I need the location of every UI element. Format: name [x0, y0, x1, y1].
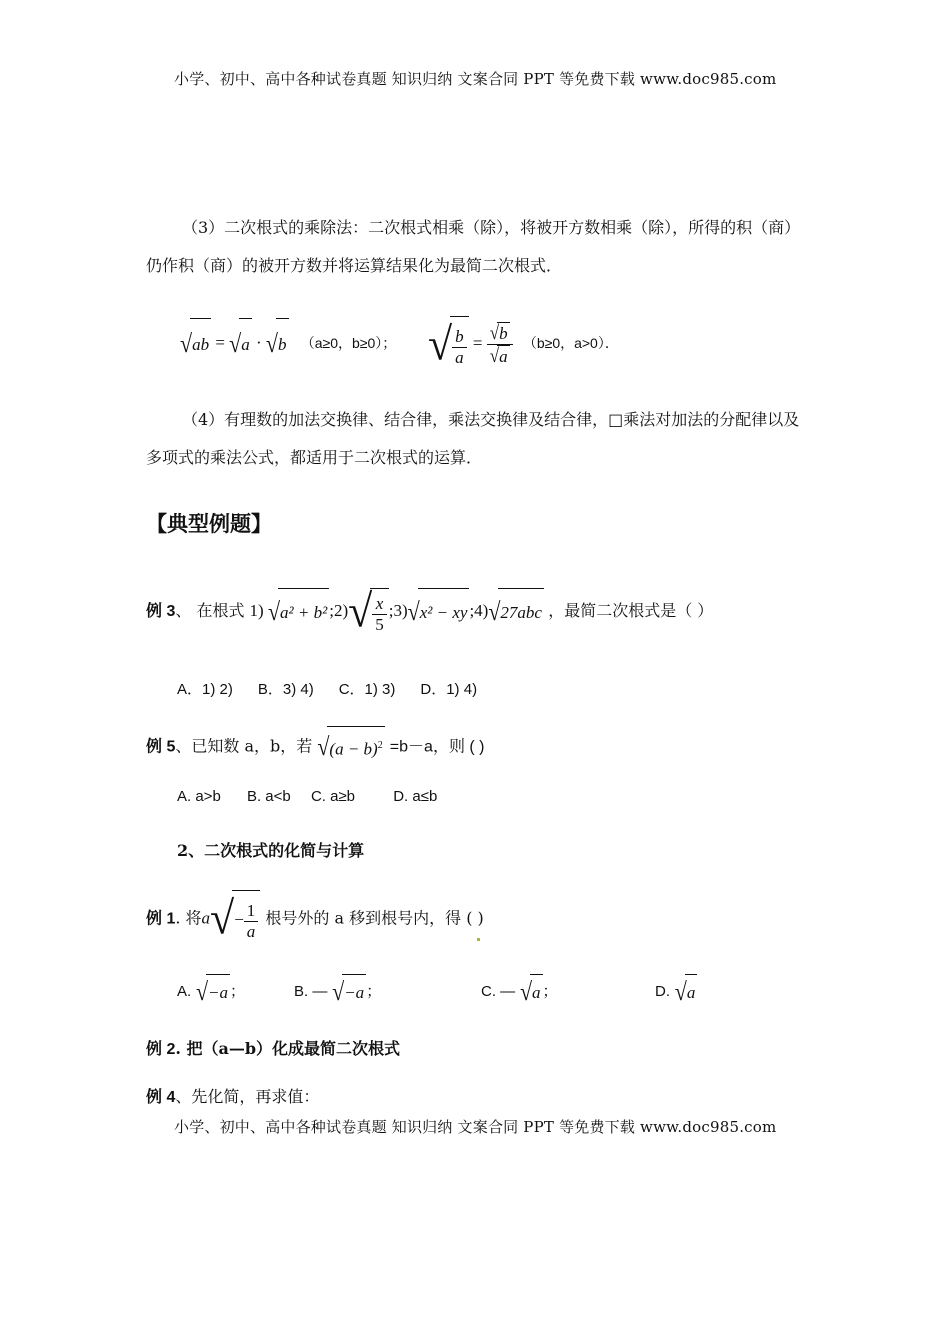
option-b-label: B. —: [294, 983, 328, 1001]
example-1: [146, 890, 484, 946]
radical-neg-1-over-a: √− $\frac{1}{a}$: [210, 890, 260, 948]
example-2-label: 例 2: [146, 1041, 176, 1058]
option-b-item: B. — √−a ；: [294, 974, 381, 1008]
example-3: 例 3、 在根式 1) √a² + b² ;2)√ $\frac{x}{5}$ ;3)√x² − xy ;4)√27abc ，最简二次根式是（ ）: [146, 585, 714, 638]
example-5-label: 例 5: [146, 738, 176, 756]
example-4-text: 、先化简，再求值：: [175, 1087, 320, 1106]
example-1-question: 根号外的 a 移到根号内，得 ( ): [265, 908, 484, 928]
option-d: D. a≤b: [393, 788, 438, 805]
option-d-item: [655, 974, 697, 1008]
option-d-label: D.: [655, 983, 670, 1001]
example-1-options: A. √−a ；: [177, 974, 245, 1008]
option-d-radical: √a: [675, 974, 698, 1010]
example-3-label: 例 3: [146, 603, 176, 620]
coefficient-a: a: [201, 908, 211, 928]
example-5: [146, 726, 485, 762]
radical-4: √27abc: [488, 588, 544, 636]
example-5-prefix: 、已知数 a，b，若: [175, 736, 313, 756]
example-2-text: . 把（a—b）化成最简二次根式: [175, 1039, 401, 1058]
example-4-label: 例 4: [146, 1089, 176, 1106]
quotient-formula: [428, 316, 619, 370]
sqrt-a: √a: [229, 318, 252, 370]
sqrt-b: √b: [266, 318, 289, 370]
radical-2: √ $\frac{x}{5}$: [348, 588, 389, 636]
rule-multiplication-division: （3）二次根式的乘除法：二次根式相乘（除），将被开方数相乘（除），所得的积（商）仍作积（商）的被开方数并将运算结果化为最简二次根式．: [146, 218, 801, 275]
option-a: A. a>b: [177, 788, 221, 805]
sqrt-fraction: $\frac{√b}{√a}$: [487, 322, 513, 367]
stray-dot: [477, 938, 480, 941]
example-1-prefix: . 将: [175, 908, 202, 928]
radical-1: √a² + b²: [268, 588, 329, 636]
option-a-label: A.: [177, 983, 192, 1001]
condition-product: （a≥0，b≥0）；: [300, 335, 397, 351]
sqrt-ab: √ab: [180, 318, 211, 370]
example-5-options: [177, 788, 437, 805]
option-c: C. a≥b: [310, 788, 356, 805]
example-5-question: =b－a，则 ( ): [389, 738, 485, 756]
dot-operator: ·: [256, 333, 262, 352]
example-4: [146, 1084, 319, 1107]
subsection-title: 2、二次根式的化简与计算: [177, 841, 365, 860]
equals-sign: =: [215, 333, 225, 352]
example-3-prefix: 、 在根式: [175, 601, 245, 620]
rule-laws: （4）有理数的加法交换律、结合律，乘法交换律及结合律，□乘法对加法的分配律以及多项式的乘法公式，都适用于二次根式的运算．: [146, 410, 800, 467]
equals-sign-2: =: [472, 333, 483, 353]
example-3-options: A．1) 2) B．3) 4) C．1) 3) D．1) 4): [177, 681, 478, 698]
section-heading: 【典型例题】: [146, 511, 272, 536]
radical-3: √x² − xy: [408, 588, 470, 636]
sqrt-b-over-a: √ $\frac{b}{a}$: [428, 316, 469, 373]
radical-a-minus-b-squared: $√(a - b)^2$: [317, 726, 384, 768]
page-footer: 小学、初中、高中各种试卷真题 知识归纳 文案合同 PPT 等免费下载 www.doc985.com: [174, 1118, 777, 1136]
option-c-label: C. —: [481, 983, 516, 1001]
example-3-question: ，最简二次根式是（ ）: [548, 601, 714, 620]
formula-row: [180, 318, 396, 368]
option-b: B. a<b: [246, 788, 291, 805]
option-b-radical: √−a: [332, 974, 366, 1010]
condition-quotient: （b≥0，a>0）．: [522, 335, 619, 352]
page-header: 小学、初中、高中各种试卷真题 知识归纳 文案合同 PPT 等免费下载 www.doc985.com: [174, 70, 777, 88]
option-a-radical: √−a: [196, 974, 230, 1010]
option-c-radical: √a: [520, 974, 543, 1010]
option-c-item: C. — √a ；: [481, 974, 558, 1008]
example-1-label: 例 1: [146, 910, 176, 928]
example-2: [146, 1036, 400, 1059]
